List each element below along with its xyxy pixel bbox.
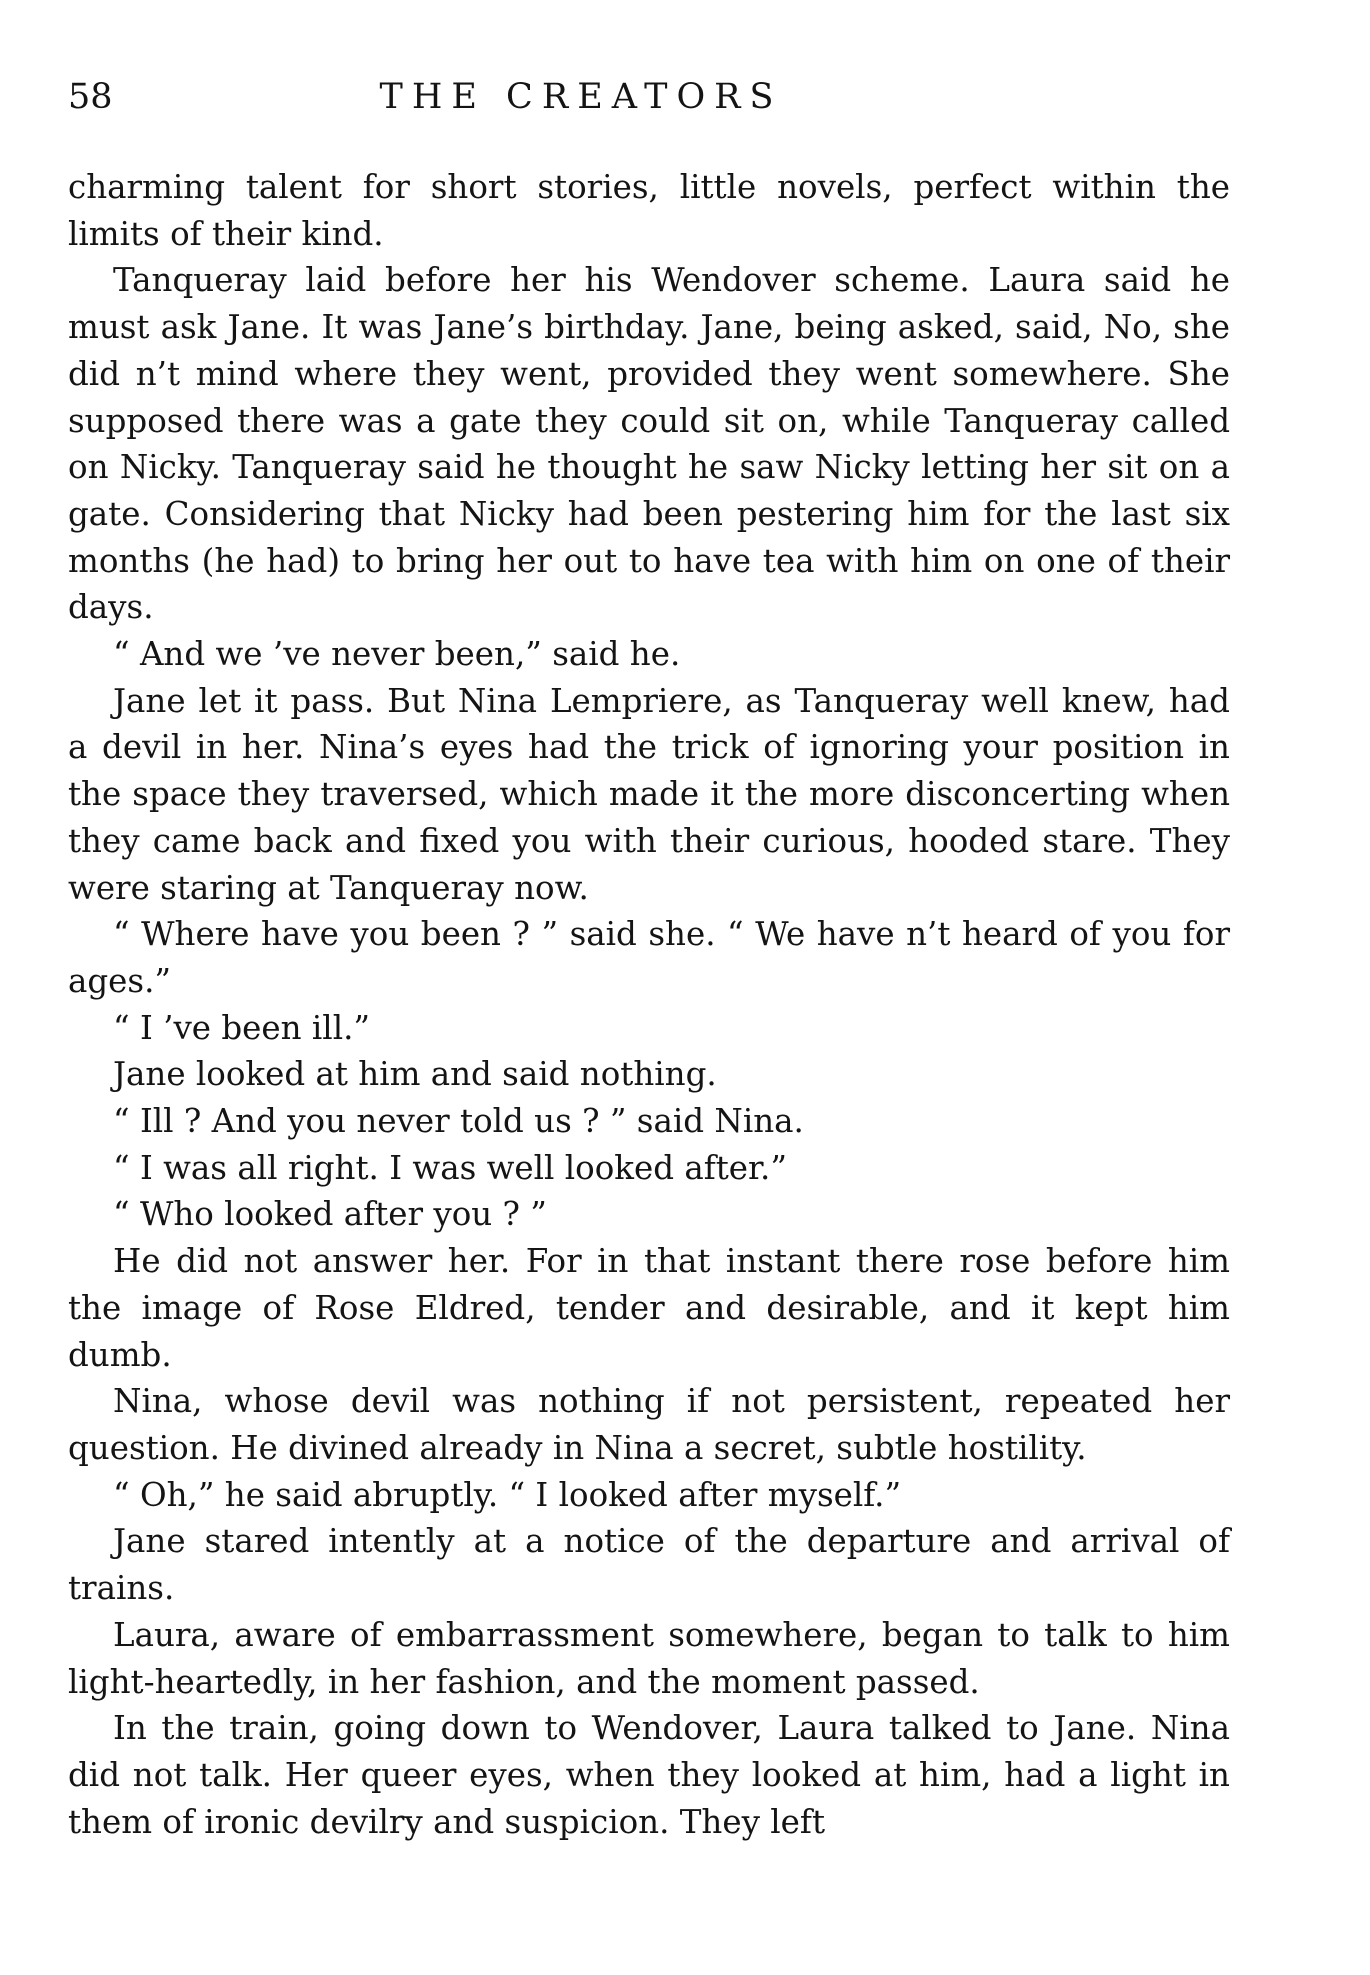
paragraph: He did not answer her. For in that instant there rose before him the image of Rose Eldred, tender and desirable, and it kept him dumb. [68,1242,1230,1374]
paragraph: “ I was all right. I was well looked after.” [113,1148,787,1187]
paragraph: Tanqueray laid before her his Wendover scheme. Laura said he must ask Jane. It was Jane’s birthday. Jane, being asked, said, No, she did n’t mind where they went, provided they went somewhere. She supposed there was a gate they could sit on, while Tanqueray called on Nicky. Tanqueray said he thought he saw Nicky letting her sit on a gate. Considering that Nicky had been pestering him for the last six months (he had) to bring her out to have tea with him on one of their days. [68,261,1230,627]
paragraph: Jane stared intently at a notice of the departure and arrival of trains. [68,1522,1230,1608]
paragraph: “ Ill ? And you never told us ? ” said Nina. [113,1102,804,1141]
page-number: 58 [68,77,113,117]
paragraph: In the train, going down to Wendover, Laura talked to Jane. Nina did not talk. Her queer eyes, when they looked at him, had a light in them of ironic devilry and suspicion. They left [68,1709,1230,1841]
paragraph: “ Who looked after you ? ” [113,1195,547,1234]
paragraph: “ Oh,” he said abruptly. “ I looked after myself.” [113,1475,902,1514]
page-header [68,72,1230,122]
paragraph: “ And we ’ve never been,” said he. [113,635,681,674]
paragraph: Jane looked at him and said nothing. [113,1055,717,1094]
paragraph: charming talent for short stories, little novels, perfect within the limits of their kind. [68,168,1230,253]
paragraph: Laura, aware of embarrassment somewhere, began to talk to him light-heartedly, in her fashion, and the moment passed. [68,1615,1230,1701]
body-text [68,164,1230,1845]
paragraph: “ I ’ve been ill.” [113,1008,371,1047]
paragraph: Nina, whose devil was nothing if not persistent, repeated her question. He divined already in Nina a secret, subtle hostility. [68,1382,1230,1467]
paragraph: “ Where have you been ? ” said she. “ We have n’t heard of you for ages.” [68,915,1230,1000]
paragraph: Jane let it pass. But Nina Lempriere, as Tanqueray well knew, had a devil in her. Nina’s eyes had the trick of ignoring your position in the space they traversed, which made it the more disconcerting when they came back and fixed you with their curious, hooded stare. They were staring at Tanqueray now. [68,681,1230,907]
running-title: THE CREATORS [379,77,783,117]
